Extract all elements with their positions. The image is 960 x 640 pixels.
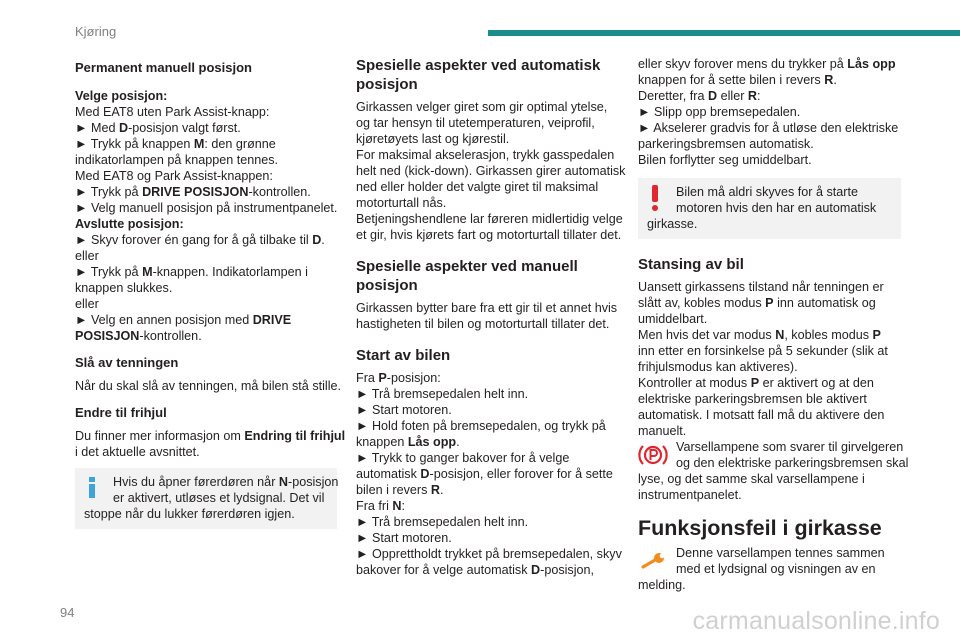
- text-line: manuelt.: [638, 424, 687, 438]
- heading-ignition-off: Slå av tenningen: [75, 355, 179, 370]
- text-line: Deretter, fra D eller R:: [638, 89, 761, 103]
- info-note: [75, 468, 337, 529]
- text-line: Du finner mer informasjon om Endring til frihjul: [75, 429, 346, 443]
- text-line: helt ned (kick-down). Girkassen girer automatisk: [356, 164, 626, 178]
- note-line: Bilen må aldri skyves for å starte: [676, 185, 858, 199]
- text-line: Bilen forflytter seg umiddelbart.: [638, 153, 812, 167]
- right-column: [638, 56, 909, 593]
- text-line: Girkassen bytter bare fra ett gir til et annet hvis: [356, 301, 618, 315]
- warning-icon: [651, 185, 659, 211]
- text-line: i det aktuelle avsnittet.: [75, 445, 200, 459]
- text-line: ► Slipp opp bremsepedalen.: [638, 105, 801, 119]
- parking-brake-paragraph: Varsellampene som svarer til girvelgeren og den elektriske parkeringsbremsen skal lyse, og det samme skal varsellampene i instrumentpanelet.: [638, 440, 909, 502]
- note-line: stoppe når du lukker førerdøren igjen.: [84, 507, 295, 521]
- info-icon: [89, 477, 95, 498]
- heading-permanent-manual: Permanent manuell posisjon: [75, 60, 252, 75]
- text-line: Betjeningshendlene lar føreren midlertidig velge: [356, 212, 623, 226]
- text-line: og tar hensyn til utetemperaturen, veiprofil,: [356, 116, 595, 130]
- text-line: Fra fri N:: [356, 499, 405, 513]
- heading-freewheel: Endre til frihjul: [75, 405, 167, 420]
- text-line: bilen i revers R.: [356, 483, 444, 497]
- text-line: kjøretøyets last og kjørestil.: [356, 132, 510, 146]
- text-line: POSISJON-kontrollen.: [75, 329, 202, 343]
- text-line: knappen for å sette bilen i revers R.: [638, 73, 837, 87]
- middle-column: [356, 48, 626, 578]
- warning-note: [638, 178, 901, 239]
- text-line: ► Velg en annen posisjon med DRIVE: [75, 313, 292, 327]
- text-line: eller skyv forover mens du trykker på Lås opp: [638, 57, 896, 71]
- text-line: ned eller holder det valgte giret til maksimal: [356, 180, 599, 194]
- text-line: frihjulsmodus kan aktiveres).: [638, 360, 798, 374]
- text-line: inn etter en forsinkelse på 5 sekunder (slik at: [638, 344, 888, 358]
- text-line: slått av, kobles modus P inn automatisk og: [638, 296, 876, 310]
- text-line: ► Opprettholdt trykket på bremsepedalen, skyv: [356, 547, 622, 561]
- text-line: ► Skyv forover én gang for å gå tilbake til D.: [75, 233, 325, 247]
- text-line: bakover for å velge automatisk D-posisjon,: [356, 563, 595, 577]
- label-select-position: Velge posisjon:: [75, 89, 168, 103]
- label-exit-position: Avslutte posisjon:: [75, 217, 184, 231]
- header-accent-bar: [488, 30, 960, 36]
- note-line: motoren hvis den har en automatisk: [676, 201, 877, 215]
- text-line: motorturtall nås.: [356, 196, 447, 210]
- text-line: automatisk D-posisjon, eller forover for å sette: [356, 467, 613, 481]
- text-line: Girkassen velger giret som gir optimal ytelse,: [356, 100, 608, 114]
- note-line: girkasse.: [647, 217, 698, 231]
- wrench-service-icon: [638, 547, 668, 575]
- watermark-text: carmanualsonline.info: [692, 607, 940, 635]
- text-line: ► Velg manuell posisjon på instrumentpanelet.: [75, 201, 338, 215]
- heading-gearbox-malfunction: Funksjonsfeil i girkasse: [638, 516, 882, 540]
- text-line: Kontroller at modus P er aktivert og at den: [638, 376, 874, 390]
- text-line: Uansett girkassens tilstand når tenningen er: [638, 280, 884, 294]
- text-line: ► Start motoren.: [356, 531, 452, 545]
- note-line: Hvis du åpner førerdøren når N-posisjon: [113, 475, 339, 489]
- text-line: elektriske parkeringsbremsen ble aktivert: [638, 392, 867, 406]
- text-line: knappen slukkes.: [75, 281, 173, 295]
- text-line: ► Trykk to ganger bakover for å velge: [356, 451, 570, 465]
- text-line: Fra P-posisjon:: [356, 371, 441, 385]
- text-line: umiddelbart.: [638, 312, 708, 326]
- text-line: ► Start motoren.: [356, 403, 452, 417]
- text-line: hastigheten til bilen og motorturtall tillater det.: [356, 317, 610, 331]
- section-title: Kjøring: [75, 24, 117, 39]
- text-line: ► Hold foten på bremsepedalen, og trykk på: [356, 419, 606, 433]
- text-line: ► Trykk på knappen M: den grønne: [75, 137, 276, 151]
- text-line: indikatorlampen på knappen tennes.: [75, 153, 279, 167]
- text-line: ► Trå bremsepedalen helt inn.: [356, 387, 529, 401]
- text-line: For maksimal akselerasjon, trykk gasspedalen: [356, 148, 615, 162]
- text-line: Når du skal slå av tenningen, må bilen stå stille.: [75, 379, 342, 393]
- text-line: parkeringsbremsen automatisk.: [638, 137, 814, 151]
- heading-start-car: Start av bilen: [356, 347, 451, 364]
- heading-automatic-aspects: Spesielle aspekter ved automatisk posisjon: [356, 57, 601, 93]
- text-line: eller: [75, 249, 99, 263]
- text-line: automatisk. I motsatt fall må du aktivere den: [638, 408, 885, 422]
- text-line: ► Trykk på M-knappen. Indikatorlampen i: [75, 265, 308, 279]
- text-line: ► Trå bremsepedalen helt inn.: [356, 515, 529, 529]
- text-line: Med EAT8 og Park Assist-knappen:: [75, 169, 273, 183]
- note-line: er aktivert, utløses et lydsignal. Det vil: [113, 491, 325, 505]
- heading-stopping-car: Stansing av bil: [638, 256, 744, 273]
- text-line: Men hvis det var modus N, kobles modus P: [638, 328, 881, 342]
- text-line: ► Med D-posisjon valgt først.: [75, 121, 241, 135]
- heading-manual-aspects: Spesielle aspekter ved manuell posisjon: [356, 258, 578, 294]
- text-line: knappen Lås opp.: [356, 435, 460, 449]
- text-line: ► Akselerer gradvis for å utløse den elektriske: [638, 121, 899, 135]
- malfunction-paragraph: Denne varsellampen tennes sammen med et lydsignal og visningen av en melding.: [638, 546, 885, 592]
- text-line: eller: [75, 297, 99, 311]
- text-line: Med EAT8 uten Park Assist-knapp:: [75, 105, 270, 119]
- parking-brake-warning-icon: [638, 441, 668, 469]
- text-line: ► Trykk på DRIVE POSISJON-kontrollen.: [75, 185, 311, 199]
- left-column: [75, 48, 346, 529]
- page-number: 94: [60, 605, 75, 620]
- text-line: et gir, hvis kjørets fart og motorturtall tillater det.: [356, 228, 622, 242]
